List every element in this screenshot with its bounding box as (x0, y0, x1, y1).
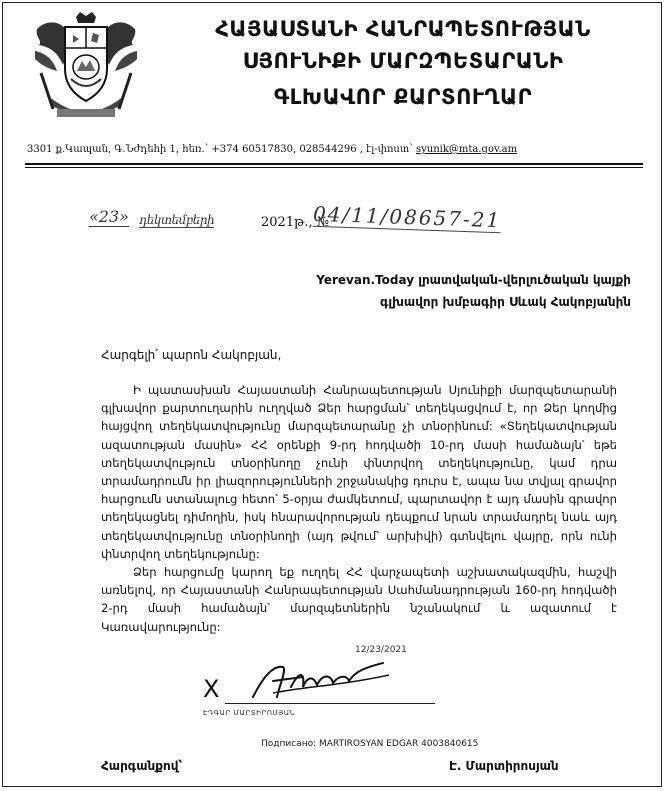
date-month: դեկտեմբերի (139, 213, 215, 227)
letter-page (2, 2, 662, 787)
signature-date: 12/23/2021 (355, 645, 407, 655)
addressee-line-1: Yerevan.Today լրատվական-վերլուծական կայքի (316, 273, 631, 287)
header-rule-thin (25, 167, 643, 168)
handwritten-signature (243, 657, 393, 705)
closing-regards: Հարգանքով՝ (101, 759, 183, 773)
letter-body (101, 381, 617, 636)
date-year-label: 2021թ., № (261, 215, 330, 230)
body-paragraph-1: Ի պատասխան Հայաստանի Հանրապետության Սյունիքի մարզպետարանի գլխավոր քարտուղարին ուղղված Ձեր հարցման՝ տեղեկացվում է, որ Ձեր կողմից հայցվող տեղեկատվությունը մարզպետարանը չի տնօրինում: «Տեղեկատվության ազատության մասին» ՀՀ օրենքի 9-րդ հոդվածի 10-րդ մասի համաձայն՝ եթե տեղեկատվություն տնօրինողը չունի փնտրվող տեղեկությունը, կամ դրա տրամադրումն իր լիազորությունների շրջանակից դուրս է, ապա նա տվյալ գրավոր հարցումն ստանալուց հետո՝ 5-օրյա ժամկետում, պարտավոր է այդ մասին գրավոր տեղեկացնել դիմողին, իսկ հնարավորության դեպքում նրան տրամադրել նաև այդ տեղեկատվությունը տնօրինողի (այդ թվում՝ արխիվի) գտնվելու վայրը, որն ունի փնտրվող տեղեկությունը: (101, 383, 617, 561)
signer-name: Է. Մարտիրոսյան (449, 759, 559, 773)
reference-number: 04/11/08657-21 (312, 201, 502, 233)
contact-line (27, 144, 517, 155)
email-link[interactable]: syunik@mta.gov.am (416, 144, 518, 155)
date-reference-line (53, 199, 593, 239)
header-line-3: ԳԼԽԱՎՈՐ ՔԱՐՏՈՒՂԱՐ (273, 85, 533, 109)
date-day: «23» (89, 207, 129, 226)
header-line-1: ՀԱՅԱՍՏԱՆԻ ՀԱՆՐԱՊԵՏՈՒԹՅԱՆ (215, 17, 591, 41)
addressee-line-2: գլխավոր խմբագիր Սևակ Հակոբյանին (379, 295, 631, 309)
coat-of-arms-emblem (27, 11, 145, 121)
header-line-2: ՍՅՈՒՆԻՔԻ ՄԱՐԶՊԵՏԱՐԱՆԻ (242, 49, 564, 73)
signed-by-label: Подписано: MARTIROSYAN EDGAR 4003840615 (261, 739, 479, 749)
signature-printed-name: ԷԴԳԱՐ ՄԱՐՏԻՐՈՍՅԱՆ (203, 709, 296, 717)
signature-line (225, 703, 435, 704)
header-rule-thick (25, 163, 643, 165)
signature-mark: X (203, 675, 220, 703)
salutation: Հարգելի՛ պարոն Հակոբյան, (101, 348, 282, 362)
contact-text: 3301 ք.Կապան, Գ.Նժդեհի 1, հեռ.՝ +374 60517830, 028544296 , էլ-փոստ՝ (27, 144, 416, 155)
body-paragraph-2: Ձեր հարցումը կարող եք ուղղել ՀՀ վարչապետի աշխատակազմին, հաշվի առնելով, որ Հայաստանի Հանրապետության Սահմանադրության 160-րդ հոդվածի 2-րդ մասի համաձայն՝ մարզպետներին նշանակում և ազատում է Կառավարությունը: (101, 565, 617, 634)
